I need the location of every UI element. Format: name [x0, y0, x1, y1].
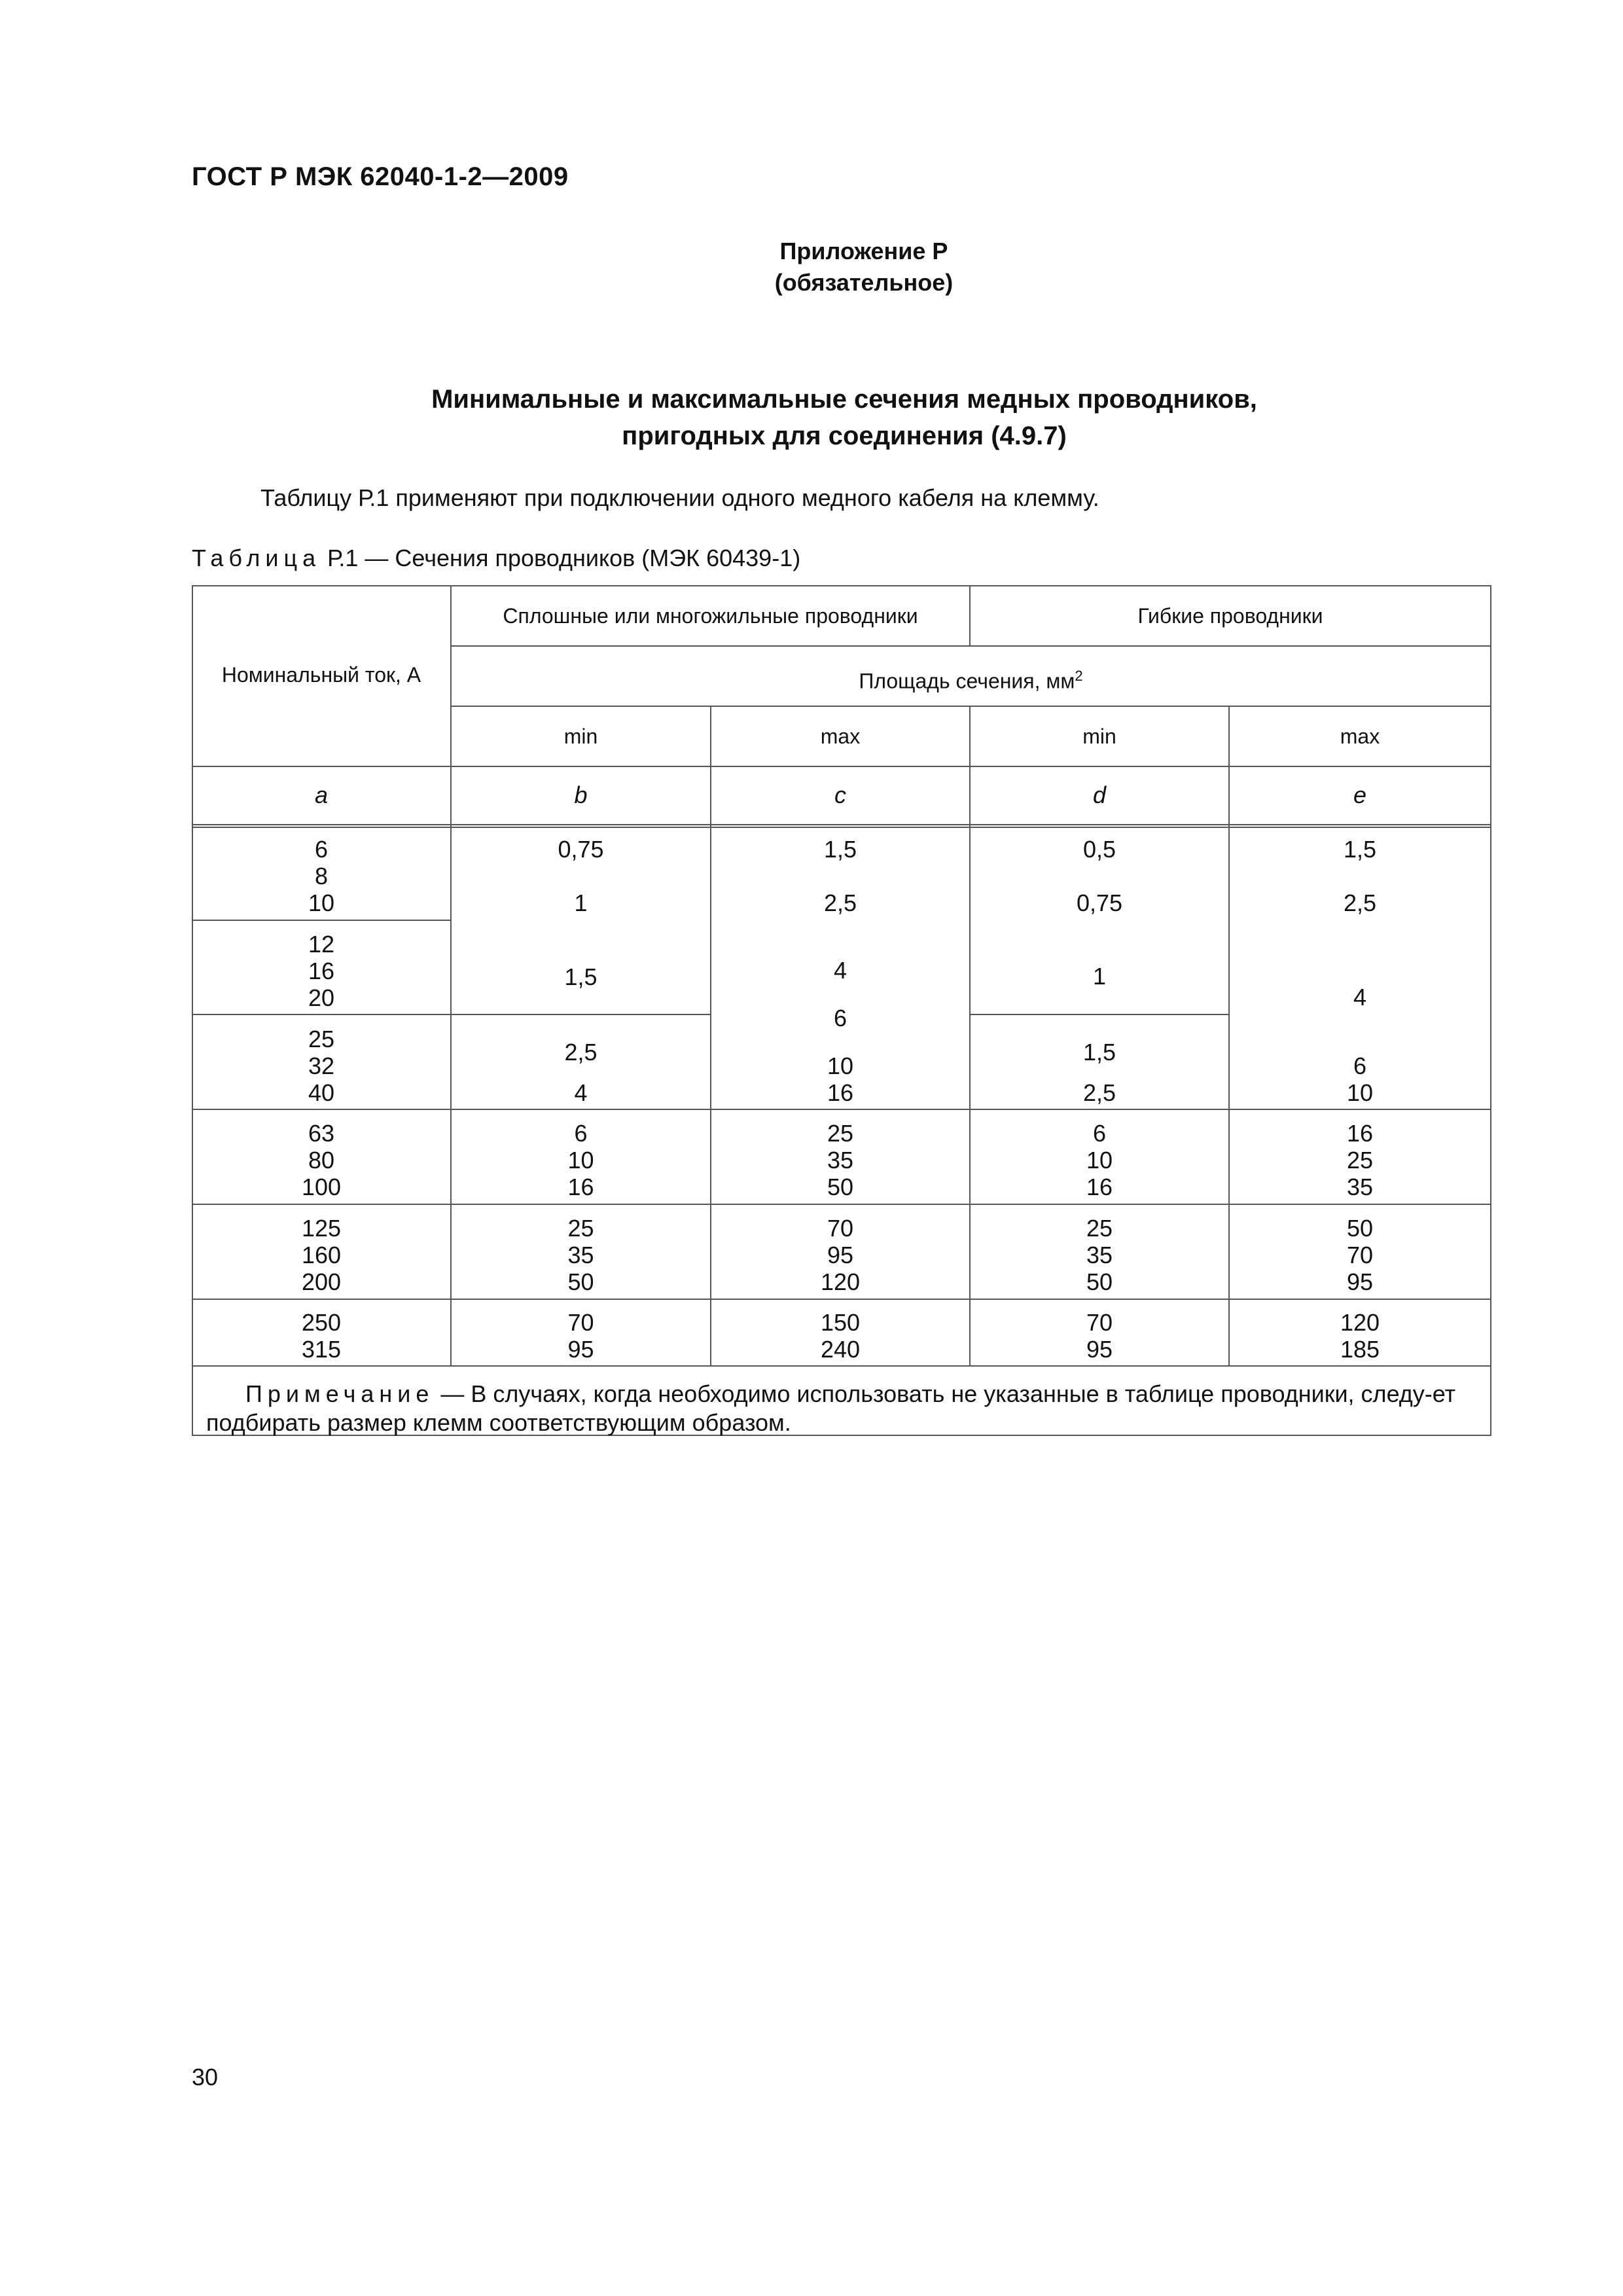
intro-paragraph: Таблицу Р.1 применяют при подключении одного медного кабеля на клемму.	[260, 484, 1099, 511]
flexible-max-value: 95	[1346, 1268, 1374, 1295]
table-note-text: — В случаях, когда необходимо использовать не указанные в таблице проводники, следу-ет подбирать размер клемм соответствующим образом.	[206, 1380, 1456, 1436]
header-flexible-conductors: Гибкие проводники	[1137, 604, 1323, 628]
flexible-max-value: 185	[1340, 1336, 1380, 1363]
flexible-max-value: 6	[1353, 1052, 1367, 1079]
solid-max-value: 1,5	[823, 836, 857, 863]
conductor-section-table	[192, 585, 1491, 1436]
current-value: 20	[308, 984, 335, 1011]
current-value: 12	[308, 931, 335, 958]
page-title-line-2: пригодных для соединения (4.9.7)	[622, 422, 1067, 450]
flexible-min-value: 25	[1086, 1215, 1113, 1242]
header-rated-current: Номинальный ток, А	[221, 663, 421, 687]
solid-min-value: 4	[574, 1079, 588, 1106]
current-value: 16	[308, 958, 335, 984]
header-solid-max: max	[820, 725, 861, 748]
solid-min-value: 10	[567, 1147, 594, 1174]
current-value: 25	[308, 1026, 335, 1052]
column-letter-e: e	[1353, 781, 1367, 808]
current-value: 315	[301, 1336, 342, 1363]
current-value: 10	[308, 889, 335, 916]
flexible-max-value: 35	[1346, 1174, 1374, 1200]
flexible-min-value: 6	[1092, 1120, 1107, 1147]
current-value: 32	[308, 1052, 335, 1079]
solid-max-value: 10	[827, 1052, 854, 1079]
solid-min-value: 1	[574, 889, 588, 916]
current-value: 63	[308, 1120, 335, 1147]
flexible-min-value: 70	[1086, 1309, 1113, 1336]
page-number: 30	[192, 2064, 219, 2090]
flexible-max-value: 2,5	[1343, 889, 1377, 916]
header-solid-min: min	[563, 725, 598, 748]
flexible-max-value: 120	[1340, 1309, 1380, 1336]
appendix-heading	[681, 236, 1047, 298]
page-title-line-1: Минимальные и максимальные сечения медных проводников,	[431, 385, 1257, 414]
header-flexible-min: min	[1082, 725, 1116, 748]
solid-min-value: 70	[567, 1309, 594, 1336]
header-cross-section-area	[451, 662, 1491, 695]
solid-min-value: 1,5	[564, 963, 597, 990]
flexible-min-value: 10	[1086, 1147, 1113, 1174]
flexible-min-value: 0,5	[1082, 836, 1116, 863]
current-value: 250	[301, 1309, 342, 1336]
flexible-min-value: 16	[1086, 1174, 1113, 1200]
appendix-label: Приложение Р	[779, 238, 948, 264]
area-header-text: Площадь сечения, мм	[859, 669, 1075, 693]
flexible-min-value: 95	[1086, 1336, 1113, 1363]
flexible-max-value: 10	[1346, 1079, 1374, 1106]
flexible-max-value: 70	[1346, 1242, 1374, 1268]
flexible-min-value: 1,5	[1082, 1039, 1116, 1066]
page-title	[190, 381, 1499, 454]
header-flexible-max: max	[1340, 725, 1380, 748]
solid-min-value: 2,5	[564, 1039, 597, 1066]
solid-min-value: 95	[567, 1336, 594, 1363]
solid-max-value: 120	[820, 1268, 861, 1295]
solid-min-value: 16	[567, 1174, 594, 1200]
flexible-max-value: 50	[1346, 1215, 1374, 1242]
solid-max-value: 95	[827, 1242, 854, 1268]
flexible-min-value: 2,5	[1082, 1079, 1116, 1106]
column-letter-d: d	[1092, 781, 1107, 808]
solid-max-value: 150	[820, 1309, 861, 1336]
flexible-max-value: 16	[1346, 1120, 1374, 1147]
appendix-status: (обязательное)	[774, 269, 954, 296]
column-letter-c: c	[834, 781, 846, 808]
current-value: 100	[301, 1174, 342, 1200]
table-note	[206, 1380, 1482, 1437]
flexible-max-value: 25	[1346, 1147, 1374, 1174]
solid-min-value: 0,75	[558, 836, 604, 863]
table-note-label: Примечание	[245, 1380, 435, 1407]
document-code: ГОСТ Р МЭК 62040-1-2—2009	[192, 162, 569, 191]
flexible-min-value: 0,75	[1076, 889, 1123, 916]
solid-max-value: 16	[827, 1079, 854, 1106]
solid-max-value: 240	[820, 1336, 861, 1363]
current-value: 8	[314, 863, 329, 889]
current-value: 200	[301, 1268, 342, 1295]
column-letter-b: b	[574, 781, 588, 808]
flexible-max-value: 4	[1353, 984, 1367, 1011]
solid-min-value: 35	[567, 1242, 594, 1268]
current-value: 160	[301, 1242, 342, 1268]
flexible-min-value: 50	[1086, 1268, 1113, 1295]
solid-max-value: 2,5	[823, 889, 857, 916]
column-letter-a: a	[314, 781, 329, 808]
table-caption	[192, 545, 800, 572]
solid-max-value: 6	[833, 1005, 847, 1031]
solid-max-value: 50	[827, 1174, 854, 1200]
flexible-max-value: 1,5	[1343, 836, 1377, 863]
flexible-min-value: 1	[1092, 963, 1107, 990]
current-value: 6	[314, 836, 329, 863]
header-solid-conductors: Сплошные или многожильные проводники	[503, 604, 918, 628]
solid-max-value: 4	[833, 957, 847, 984]
table-caption-label: Таблица	[192, 545, 321, 571]
current-value: 40	[308, 1079, 335, 1106]
solid-max-value: 70	[827, 1215, 854, 1242]
area-header-superscript: 2	[1075, 668, 1083, 684]
solid-max-value: 35	[827, 1147, 854, 1174]
solid-min-value: 50	[567, 1268, 594, 1295]
table-caption-text: Р.1 — Сечения проводников (МЭК 60439-1)	[321, 545, 801, 571]
current-value: 125	[301, 1215, 342, 1242]
solid-min-value: 25	[567, 1215, 594, 1242]
solid-min-value: 6	[574, 1120, 588, 1147]
solid-max-value: 25	[827, 1120, 854, 1147]
current-value: 80	[308, 1147, 335, 1174]
flexible-min-value: 35	[1086, 1242, 1113, 1268]
